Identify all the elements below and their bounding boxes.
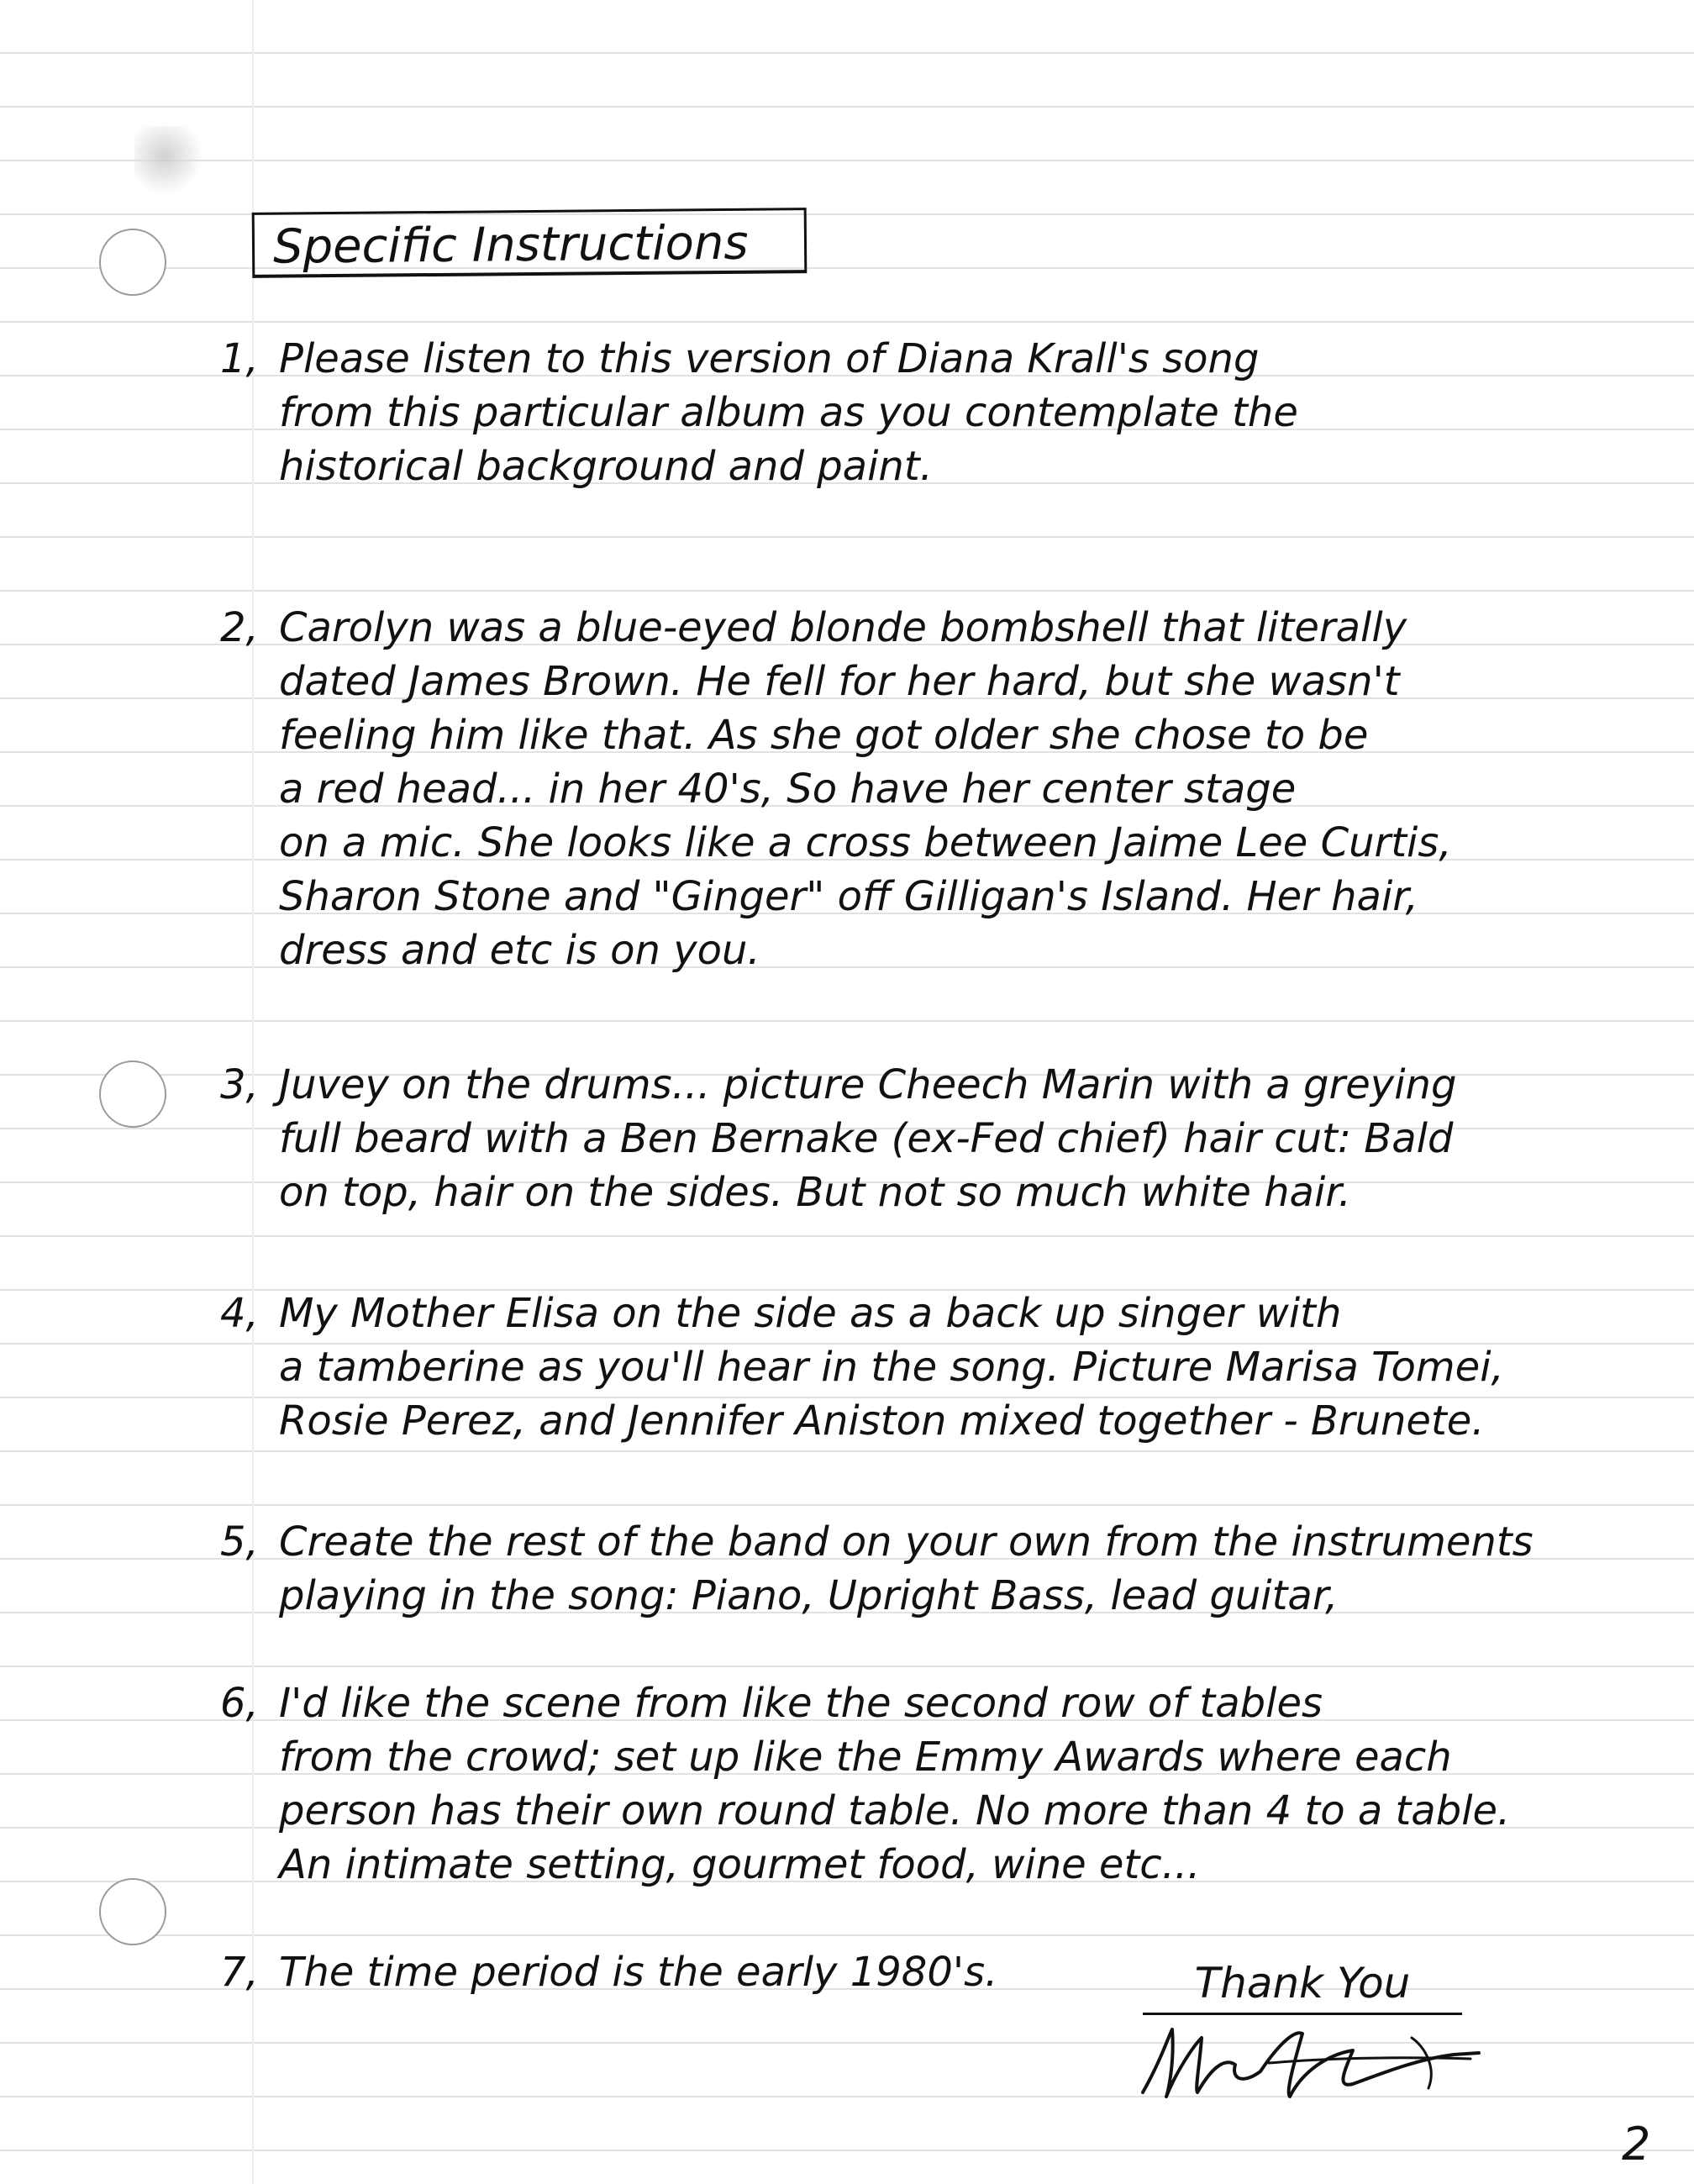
- item-number: 7,: [220, 1949, 259, 1996]
- item-line: dress and etc is on you.: [279, 927, 760, 974]
- item-line: playing in the song: Piano, Upright Bass, lead guitar,: [279, 1572, 1339, 1619]
- item-line: person has their own round table. No more than 4 to a table.: [279, 1787, 1511, 1834]
- item-line: historical background and paint.: [279, 443, 933, 490]
- item-line: full beard with a Ben Bernake (ex-Fed chief) hair cut: Bald: [279, 1115, 1454, 1162]
- item-line: Juvey on the drums... picture Cheech Marin with a greying: [279, 1061, 1457, 1108]
- page-heading: Specific Instructions: [252, 208, 808, 278]
- item-number: 2,: [220, 604, 259, 651]
- item-number: 1,: [220, 335, 259, 382]
- item-line: from the crowd; set up like the Emmy Awards where each: [279, 1734, 1452, 1781]
- instruction-item-5: [220, 1515, 1534, 1623]
- item-number: 5,: [220, 1518, 259, 1566]
- instruction-item-1: [220, 332, 1531, 493]
- item-line: feeling him like that. As she got older she chose to be: [279, 712, 1369, 759]
- item-line: a tamberine as you'll hear in the song. Picture Marisa Tomei,: [279, 1344, 1504, 1391]
- item-line: An intimate setting, gourmet food, wine etc...: [279, 1841, 1201, 1888]
- page-number: 2: [1622, 2118, 1651, 2171]
- punch-hole-bottom: [99, 1878, 166, 1945]
- item-line: Create the rest of the band on your own from the instruments: [279, 1518, 1534, 1566]
- punch-hole-middle: [99, 1060, 166, 1128]
- smudge-mark: [134, 126, 210, 202]
- instruction-item-3: [220, 1058, 1531, 1219]
- instruction-list: [220, 332, 1534, 2053]
- signature-icon: [1134, 2013, 1487, 2113]
- item-line: a red head... in her 40's, So have her center stage: [279, 766, 1297, 813]
- item-line: Carolyn was a blue-eyed blonde bombshell that literally: [279, 604, 1407, 651]
- item-line: dated James Brown. He fell for her hard, but she wasn't: [279, 658, 1400, 705]
- item-line: Rosie Perez, and Jennifer Aniston mixed together - Brunete.: [279, 1397, 1485, 1445]
- instruction-item-4: [220, 1287, 1531, 1448]
- item-number: 3,: [220, 1061, 259, 1108]
- item-line: Please listen to this version of Diana Krall's song: [279, 335, 1260, 382]
- item-line: I'd like the scene from like the second row of tables: [279, 1680, 1323, 1727]
- item-line: on a mic. She looks like a cross between Jaime Lee Curtis,: [279, 819, 1452, 866]
- item-number: 6,: [220, 1680, 259, 1727]
- item-line: Sharon Stone and "Ginger" off Gilligan's Island. Her hair,: [279, 873, 1418, 920]
- item-line: from this particular album as you contemplate the: [279, 389, 1298, 436]
- item-line: The time period is the early 1980's.: [279, 1949, 998, 1996]
- item-line: on top, hair on the sides. But not so much white hair.: [279, 1169, 1351, 1216]
- item-number: 4,: [220, 1290, 259, 1337]
- instruction-item-6: [220, 1676, 1531, 1892]
- item-line: My Mother Elisa on the side as a back up singer with: [279, 1290, 1342, 1337]
- closing-text: Thank You: [1143, 1954, 1462, 2015]
- instruction-item-2: [220, 601, 1531, 977]
- punch-hole-top: [99, 229, 166, 296]
